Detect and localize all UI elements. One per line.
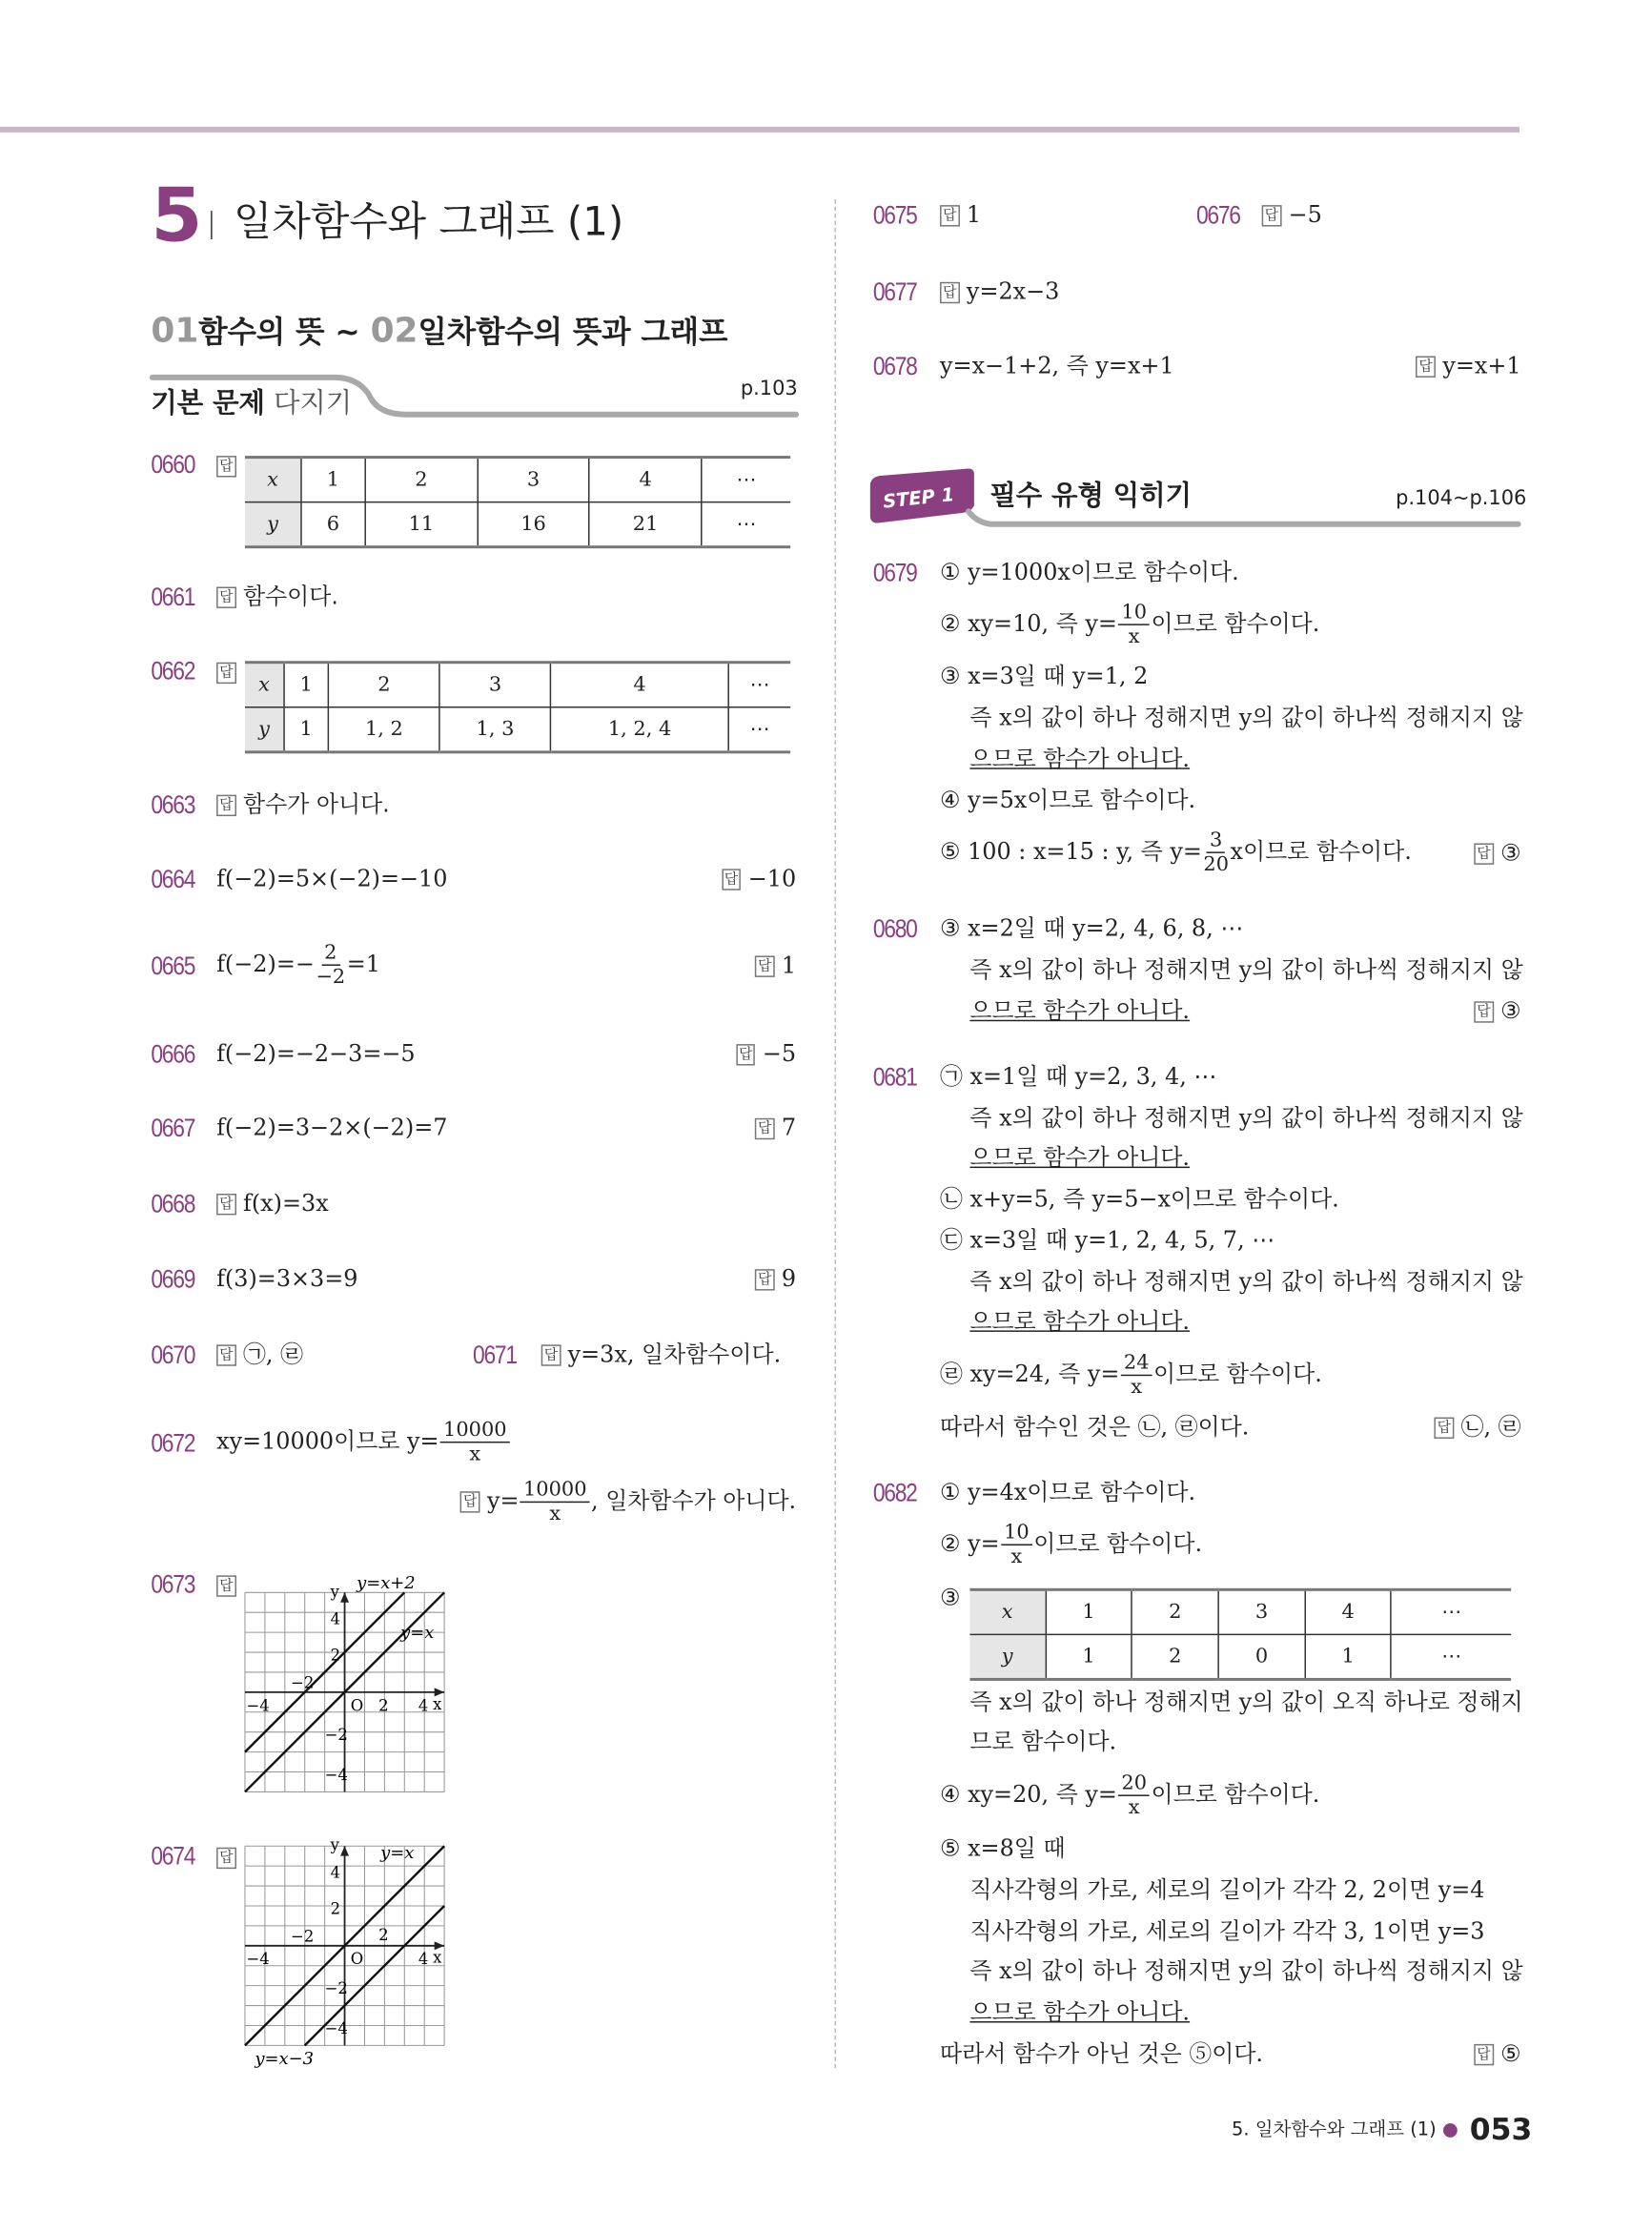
answer-text: 1 [966,200,982,229]
problem-number: 0672 [151,1428,195,1458]
solution-line [940,1516,1202,1573]
x-tick-label: −4 [246,1950,270,1969]
solution-line: ③ x=3일 때 y=1, 2 [940,662,1149,690]
table-cell: 1 [284,707,329,752]
text-part: 이므로 함수이다. [1151,1780,1320,1808]
answer-text: −5 [762,1039,797,1068]
text-part: 이므로 함수이다. [1152,1360,1322,1388]
answer [722,863,796,894]
solution-line: ⑤ x=8일 때 [940,1834,1066,1862]
answer-mark-label: 답 [1474,1001,1493,1022]
answer-text: 함수가 아니다. [242,790,390,818]
solution-line: 으므로 함수가 아니다. [969,1143,1191,1172]
row-header: y [245,502,301,547]
answer [940,276,1059,308]
answer-text: ③ [1500,838,1521,867]
answer-mark-label: 답 [1416,357,1435,378]
solution-line: 즉 x의 값이 하나 정해지면 y의 값이 하나씩 정해지지 않 [969,955,1523,983]
x-axis-label: x [433,1694,442,1713]
footer-chapter-text: 5. 일차함수와 그래프 (1) [1232,2119,1437,2141]
solution-line: ㉢ x=3일 때 y=1, 2, 4, 5, 7, ⋯ [940,1226,1275,1254]
solution-line: 으므로 함수가 아니다. [969,1307,1191,1335]
solution-line: ③ x=2일 때 y=2, 4, 6, 8, ⋯ [940,914,1244,942]
problem-number: 0676 [1195,200,1240,230]
answer [541,1339,781,1370]
solution-text [216,936,380,993]
table-row [245,663,790,707]
fraction [1118,1772,1150,1819]
solution-line: ① y=4x이므로 함수이다. [940,1478,1196,1506]
step-title-a: 필수 유형 [989,480,1104,512]
answer [755,1113,796,1144]
table-cell: 4 [551,663,729,707]
x-tick-label: −4 [246,1696,270,1715]
answer [216,1188,329,1219]
table-cell: 1 [284,663,329,707]
problem-number: 0661 [151,583,195,611]
answer [1474,837,1520,869]
table-cell: 16 [478,502,590,547]
answer-text: 9 [781,1264,797,1293]
answer-text: ⑤ [1500,2039,1521,2067]
table-row [969,1589,1511,1634]
numerator: 10 [1118,601,1150,624]
denominator: x [549,1503,561,1526]
step-title [989,479,1192,513]
table-cell: 3 [478,458,590,502]
y-tick-label: 4 [330,1863,341,1882]
solution-line: 직사각형의 가로, 세로의 길이가 각각 3, 1이면 y=3 [969,1916,1485,1945]
table-cell: ⋯ [1392,1634,1512,1679]
problem-number: 0667 [151,1114,195,1143]
fraction [1203,829,1229,876]
answer-mark-label: 답 [722,869,741,890]
text-part: ② y= [940,1529,1000,1557]
answer [216,1339,303,1370]
denominator: x [1131,1376,1143,1400]
table-cell: 3 [1218,1589,1305,1634]
graph-line-label: y=x−3 [255,2048,315,2069]
table-cell: 6 [301,502,365,547]
value-table-0660 [245,456,790,548]
answer [755,1263,796,1295]
solution-line: 즉 x의 값이 하나 정해지면 y의 값이 하나씩 정해지지 않 [969,1267,1523,1296]
table-cell: ⋯ [728,707,790,752]
table-cell: 1, 2 [329,707,440,752]
answer-mark-label: 답 [755,955,774,976]
answer-mark-label: 답 [216,795,235,816]
problem-number: 0671 [473,1340,517,1369]
answer [460,1473,796,1530]
y-tick-label: −4 [324,1765,348,1784]
answer-text: ③ [1500,996,1521,1025]
row-header: y [245,707,284,752]
table-row [969,1634,1511,1679]
step-title-b: 익히기 [1103,480,1193,512]
text-part: 이므로 함수이다. [1033,1529,1203,1557]
basic-header-title [151,386,352,420]
table-cell: ⋯ [702,502,790,547]
solution-line: 즉 x의 값이 하나 정해지면 y의 값이 하나씩 정해지지 않 [969,704,1523,731]
y-tick-label: −4 [324,2018,348,2037]
answer-text: −10 [747,864,797,892]
answer [1474,995,1520,1027]
text-part: f(−2)=− [216,950,315,977]
numerator: 10000 [440,1419,510,1443]
numerator: 10 [1001,1522,1032,1545]
solution-line: 므로 함수이다. [969,1728,1117,1755]
solution-line [940,595,1319,652]
answer-mark-label: 답 [1474,843,1493,864]
table-cell: 1 [1305,1634,1392,1679]
problem-number: 0669 [151,1264,195,1294]
table-cell: 0 [1218,1634,1305,1679]
problem-number: 0677 [872,277,917,307]
fraction [1118,601,1150,647]
top-rule [0,127,1519,133]
answer [755,950,796,981]
numerator: 24 [1121,1352,1152,1376]
answer-text: f(x)=3x [242,1189,329,1217]
answer-mark-label: 답 [755,1269,774,1290]
basic-title-a: 기본 문제 [151,387,265,420]
table-cell: 1 [301,458,365,502]
answer-mark [216,450,243,481]
solution-line: 으므로 함수가 아니다. [969,1998,1191,2026]
answer-mark-label: 답 [1262,205,1281,226]
fraction [1121,1352,1152,1399]
answer-mark-label: 답 [940,282,959,303]
problem-number: 0663 [151,790,195,820]
origin-label: O [350,1696,364,1715]
answer [1435,1412,1521,1443]
answer-text: y=2x−3 [966,277,1060,305]
bullet-icon: ● [1441,2119,1458,2141]
solution-line [940,1346,1322,1403]
solution-text [216,1413,511,1470]
solution-line: ④ y=5x이므로 함수이다. [940,786,1196,814]
text-part: ⑤ 100 : x=15 : y, 즉 y= [940,837,1202,865]
chapter-title: 일차함수와 그래프 (1) [234,197,624,245]
answer-mark [216,657,243,688]
problem-number: 0670 [151,1340,195,1369]
numerator: 20 [1118,1772,1150,1796]
y-tick-label: −2 [324,1979,348,1998]
solution-line [940,824,1412,881]
table-cell: 1 [1046,1634,1132,1679]
text-part: y= [486,1486,520,1515]
column-divider [834,199,835,2068]
fraction [316,942,345,989]
x-tick-label: 2 [378,1925,389,1944]
text-part: ④ xy=20, 즉 y= [940,1780,1117,1808]
value-table-0682 [969,1588,1511,1681]
text-part: ② xy=10, 즉 y= [940,609,1117,637]
table-cell: 2 [1132,1634,1218,1679]
solution-line: 즉 x의 값이 하나 정해지면 y의 값이 하나씩 정해지지 않 [969,1103,1523,1132]
table-cell: 1, 2, 4 [551,707,729,752]
denominator: x [1128,624,1140,648]
denominator: x [1010,1545,1023,1568]
x-tick-label: 2 [378,1696,389,1715]
section-num-1: 01 [151,310,199,351]
solution-line: 따라서 함수인 것은 ㉡, ㉣이다. [940,1413,1250,1441]
section-num-2: 02 [370,310,418,351]
section-text-2: 일차함수의 뜻과 그래프 [418,315,728,350]
fraction [520,1479,590,1525]
row-header: x [245,663,284,707]
answer [216,789,390,821]
row-header: y [969,1634,1045,1679]
table-cell: 4 [589,458,702,502]
denominator: −2 [316,965,346,989]
answer-text: ㉠, ㉣ [242,1340,304,1368]
fraction [1001,1522,1032,1568]
answer-mark-label: 답 [216,456,235,477]
basic-title-b: 다지기 [264,387,353,420]
x-tick-label: 4 [418,1696,429,1715]
table-row [245,502,790,547]
problem-number: 0679 [872,558,917,587]
text-part: ㉣ xy=24, 즉 y= [940,1360,1120,1388]
solution-text: f(−2)=−2−3=−5 [216,1039,416,1068]
problem-number: 0675 [872,200,917,230]
solution-line: ㉡ x+y=5, 즉 y=5−x이므로 함수이다. [940,1185,1339,1213]
table-cell: ⋯ [728,663,790,707]
y-tick-label: 2 [330,1899,341,1918]
answer-mark-label: 답 [216,1194,235,1215]
x-tick-label: −2 [291,1927,315,1946]
numerator: 3 [1207,829,1225,853]
step-badge: STEP 1 [882,484,956,514]
solution-text: f(3)=3×3=9 [216,1264,358,1293]
answer-mark-label: 답 [216,1344,235,1365]
table-cell: 1 [1046,1589,1132,1634]
problem-number: 0666 [151,1039,195,1069]
answer-mark-label: 답 [755,1118,774,1139]
y-tick-label: 2 [330,1646,341,1665]
y-tick-label: −2 [324,1726,348,1745]
answer-text: y=3x, 일차함수이다. [567,1340,782,1368]
text-part: 이므로 함수이다. [1151,609,1320,637]
answer [216,582,338,613]
text-part: , 일차함수가 아니다. [591,1486,797,1515]
text-part: x이므로 함수이다. [1230,837,1412,865]
step-page-ref: p.104~p.106 [1396,486,1527,510]
answer [1474,2038,1520,2070]
problem-number: 0660 [151,450,195,479]
answer-mark-label: 답 [541,1344,561,1365]
table-cell: 2 [365,458,478,502]
graph-line-label: y=x+2 [357,1572,416,1593]
problem-number: 0664 [151,864,195,893]
graph-0673 [231,1566,473,1815]
answer-text: −5 [1288,200,1322,229]
solution-line: 즉 x의 값이 하나 정해지면 y의 값이 하나씩 정해지지 않 [969,1956,1523,1985]
basic-page-ref: p.103 [740,377,798,400]
answer-text: 7 [781,1114,797,1141]
table-cell: 2 [1132,1589,1218,1634]
y-axis-arrow-icon [340,1846,349,1855]
problem-number: 0680 [872,914,917,944]
chapter-number: 5 [151,174,203,259]
section-text-1: 함수의 뜻 ~ [198,315,371,350]
answer [1262,199,1322,231]
denominator: x [469,1443,481,1466]
problem-number: 0665 [151,951,195,980]
y-axis-label: y [330,1582,339,1601]
denominator: x [1128,1795,1140,1819]
graph-line-label: y=x [380,1842,415,1863]
answer-text: ㉡, ㉣ [1460,1413,1521,1441]
answer-mark-label: 답 [460,1491,479,1512]
page-number: 053 [1469,2112,1533,2147]
problem-number: 0668 [151,1189,195,1218]
answer-mark-label: 답 [940,205,959,226]
solution-line: ③ [940,1584,961,1611]
table-row [245,707,790,752]
answer-mark-label: 답 [1474,2044,1493,2065]
problem-number: 0662 [151,656,195,686]
table-cell: 21 [589,502,702,547]
table-row [245,458,790,502]
solution-line: 으므로 함수가 아니다. [969,996,1191,1025]
problem-number: 0681 [872,1062,917,1092]
table-cell: 2 [329,663,440,707]
answer [940,199,981,231]
problem-number: 0678 [872,352,917,380]
y-axis-label: y [330,1835,339,1854]
text-part: =1 [346,950,380,977]
x-tick-label: −2 [291,1673,315,1692]
solution-text: f(−2)=5×(−2)=−10 [216,864,448,892]
row-header: x [245,458,301,502]
answer-mark-label: 답 [216,663,235,684]
solution-line: ① y=1000x이므로 함수이다. [940,558,1239,586]
table-cell: ⋯ [702,458,790,502]
answer-text: y=x+1 [1442,352,1521,379]
graph-0674 [231,1820,473,2077]
table-cell: 11 [365,502,478,547]
table-cell: 4 [1305,1589,1392,1634]
denominator: 20 [1203,852,1230,876]
answer-mark-label: 답 [216,1575,235,1596]
problem-number: 0674 [151,1841,195,1871]
numerator: 10000 [520,1479,590,1503]
problem-number: 0682 [872,1478,917,1507]
x-axis-label: x [433,1948,442,1967]
answer [736,1038,796,1070]
answer [1416,351,1520,382]
solution-line: 즉 x의 값이 하나 정해지면 y의 값이 오직 하나로 정해지 [969,1688,1523,1715]
chapter-bar [211,211,212,239]
answer-mark-label: 답 [1435,1418,1454,1439]
solution-line: 직사각형의 가로, 세로의 길이가 각각 2, 2이면 y=4 [969,1875,1485,1903]
graph-line-label: y=x [400,1623,435,1644]
numerator: 2 [321,942,339,966]
solution-line [940,1767,1319,1824]
y-tick-label: 4 [330,1609,341,1628]
origin-label: O [350,1950,364,1969]
answer-mark-label: 답 [216,1848,235,1869]
solution-line: 으므로 함수가 아니다. [969,745,1191,772]
problem-number: 0673 [151,1569,195,1599]
section-title [151,311,727,352]
fraction [440,1419,510,1465]
solution-text: y=x−1+2, 즉 y=x+1 [940,352,1174,379]
answer-text: 1 [781,951,797,979]
footer-chapter [1232,2114,1458,2148]
x-tick-label: 4 [418,1950,429,1969]
solution-line: ㉠ x=1일 때 y=2, 3, 4, ⋯ [940,1062,1217,1090]
answer-mark-label: 답 [216,587,235,608]
answer-mark-label: 답 [736,1044,755,1065]
solution-line: 따라서 함수가 아닌 것은 ⑤이다. [940,2039,1264,2067]
text-part: xy=10000이므로 y= [216,1426,439,1455]
row-header: x [969,1589,1045,1634]
answer-text: 함수이다. [242,583,338,610]
y-axis-arrow-icon [340,1592,349,1602]
table-cell: 1, 3 [439,707,551,752]
table-cell: ⋯ [1392,1589,1512,1634]
table-cell: 3 [439,663,551,707]
solution-text: f(−2)=3−2×(−2)=7 [216,1114,448,1141]
value-table-0662 [245,661,790,753]
